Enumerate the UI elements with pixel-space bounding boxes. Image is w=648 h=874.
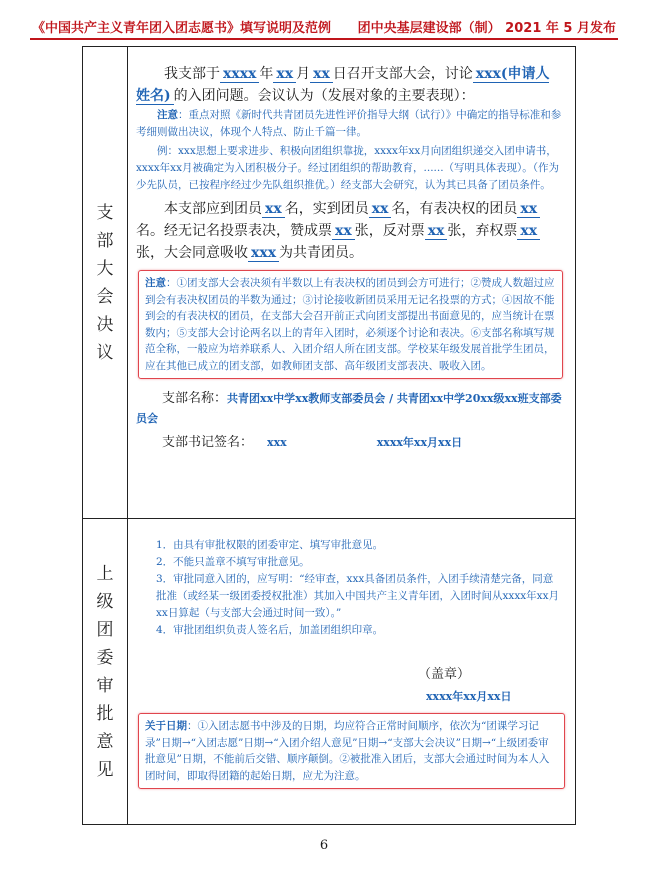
approval-date: xxxx年xx月xx日 xyxy=(426,690,512,703)
list-item: 2．不能只盖章不填写审批意见。 xyxy=(156,556,310,568)
application-form-table xyxy=(82,46,576,825)
list-item: 3．审批同意入团的，应写明：“经审查，xxx具备团员条件，入团手续清楚完备，同意批准（或经某一级团委授权批准）其加入中国共产主义青年团，入团时间从xxxx年xx月xx日算起（与支部大会通过时间一致）。” xyxy=(156,573,560,619)
list-item: 1．由具有审批权限的团委审定、填写审批意见。 xyxy=(156,539,384,551)
approval-instructions xyxy=(156,537,563,639)
meeting-year: xxxx xyxy=(220,66,259,83)
approval-side-label: 上级团委审批意见 xyxy=(83,519,128,825)
stamp-label: （盖章） xyxy=(418,667,471,682)
branch-meeting-side-label: 支部大会决议 xyxy=(83,47,128,519)
meeting-paragraph: 我支部于 xxxx 年 xx 月 xx 日召开支部大会，讨论 xxx(申请人姓名) 的入团问题。会议认为（发展对象的主要表现）： xyxy=(136,66,550,104)
document-header xyxy=(30,14,618,40)
date-rules-notebox: 关于日期：①入团志愿书中涉及的日期，均应符合正常时间顺序，依次为“团课学习记录”日期→“入团志愿”日期→“入团介绍人意见”日期→“支部大会决议”日期→“上级团委审批意见”日期，不能前后交错、顺序颠倒。②被批准入团后，支部大会通过时间为本人入团时间，即取得团籍的起始日期，应尤为注意。 xyxy=(138,713,565,789)
list-item: 4．审批团组织负责人签名后，加盖团组织印章。 xyxy=(156,624,384,636)
page-number: 6 xyxy=(319,838,329,853)
voting-rules-notebox: 注意：①团支部大会表决须有半数以上有表决权的团员到会方可进行；②赞成人数超过应到会有表决权团员的半数为通过；③讨论接收新团员采用无记名投票的方式；④因故不能到会的有表决权的团员，在支部大会召开前正式向团支部提出书面意见的，应当统计在票数内；⑤支部大会讨论两名以上的青年入团时，必须逐个讨论和表决。⑥支部名称填写规范全称，一般应为培养联系人、入团介绍人所在团支部。学校某年级发展首批学生团员，应在其他已成立的团支部，如教师团支部、高年级团支部表决、吸收入团。 xyxy=(138,270,563,379)
secretary-signature-line: 支部书记签名： xxx xxxx年xx月xx日 xyxy=(162,435,463,450)
vote-paragraph: 本支部应到团员 xx 名，实到团员 xx 名，有表决权的团员 xx名。经无记名投票表决，赞成票 xx 张，反对票 xx 张，弃权票 xx张，大会同意吸收 xxx 为共青团员。 xyxy=(136,198,563,264)
meeting-month: xx xyxy=(273,66,296,83)
meeting-day: xx xyxy=(310,66,333,83)
branch-name-line: 支部名称：共青团xx中学xx教师支部委员会 / 共青团xx中学20xx级xx班支部委员会 xyxy=(136,391,562,425)
note-guideline: 注意：重点对照《新时代共青团员先进性评价指导大纲（试行）》中确定的指导标准和参考细则做出决议，体现个人特点、防止千篇一律。 xyxy=(136,109,562,138)
example-text: 例：xxx思想上要求进步、积极向团组织靠拢，xxxx年xx月向团组织递交入团申请书，xxxx年xx月被确定为入团积极分子。经过团组织的帮助教育，......（写明具体表现）。（作为少先队员，已按程序经过少先队组织推优。）经支部大会研究，认为其已具备了团员条件。 xyxy=(136,145,560,191)
header-title: 《中国共产主义青年团入团志愿书》填写说明及范例 xyxy=(32,21,332,36)
branch-meeting-content xyxy=(128,47,576,519)
header-publisher: 团中央基层建设部（制） 2021 年 5 月发布 xyxy=(357,21,616,36)
approval-content xyxy=(128,519,576,825)
applicant-name: xxx(申请人姓名) xyxy=(136,66,550,104)
